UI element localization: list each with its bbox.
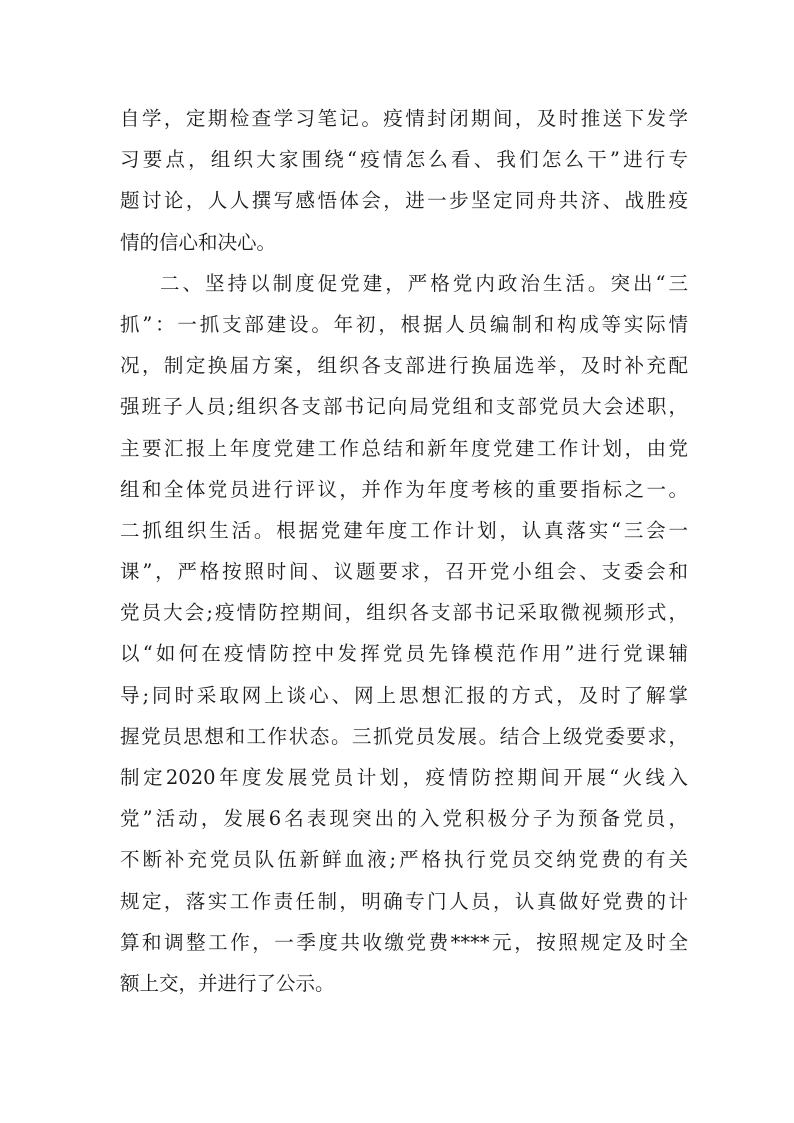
text-line: 习要点，组织大家围绕“疫情怎么看、我们怎么干”进行专 xyxy=(120,148,688,172)
text-line: 情的信心和决心。 xyxy=(120,230,277,254)
text-line: 题讨论，人人撰写感悟体会，进一步坚定同舟共济、战胜疫 xyxy=(120,189,688,213)
text-line: 算和调整工作，一季度共收缴党费****元，按照规定及时全 xyxy=(120,930,688,954)
text-line: 况，制定换届方案，组织各支部进行换届选举，及时补充配 xyxy=(120,354,688,378)
text-line: 党员大会;疫情防控期间，组织各支部书记采取微视频形式， xyxy=(120,601,688,625)
document-body xyxy=(120,98,688,1004)
text-line: 不断补充党员队伍新鲜血液;严格执行党员交纳党费的有关 xyxy=(120,848,688,872)
text-line: 以“如何在疫情防控中发挥党员先锋模范作用”进行党课辅 xyxy=(120,642,688,666)
text-line: 额上交，并进行了公示。 xyxy=(120,971,335,995)
text-line: 组和全体党员进行评议，并作为年度考核的重要指标之一。 xyxy=(120,477,688,501)
text-line: 规定，落实工作责任制，明确专门人员，认真做好党费的计 xyxy=(120,889,688,913)
text-line: 强班子人员;组织各支部书记向局党组和支部党员大会述职， xyxy=(120,395,688,419)
text-line: 课”，严格按照时间、议题要求，召开党小组会、支委会和 xyxy=(120,560,688,584)
text-line: 二抓组织生活。根据党建年度工作计划，认真落实“三会一 xyxy=(120,518,688,542)
text-line: 握党员思想和工作状态。三抓党员发展。结合上级党委要求， xyxy=(120,724,688,748)
text-line: 导;同时采取网上谈心、网上思想汇报的方式，及时了解掌 xyxy=(120,683,688,707)
text-line: 制定2020年度发展党员计划，疫情防控期间开展“火线入 xyxy=(120,766,688,789)
paragraph-first-line: 二、坚持以制度促党建，严格党内政治生活。突出“三 xyxy=(160,271,688,295)
text-line: 抓”：一抓支部建设。年初，根据人员编制和构成等实际情 xyxy=(120,312,688,336)
text-line: 党”活动，发展6名表现突出的入党积极分子为预备党员， xyxy=(120,807,688,831)
text-line: 自学，定期检查学习笔记。疫情封闭期间，及时推送下发学 xyxy=(120,107,688,130)
text-line: 主要汇报上年度党建工作总结和新年度党建工作计划，由党 xyxy=(120,436,688,460)
